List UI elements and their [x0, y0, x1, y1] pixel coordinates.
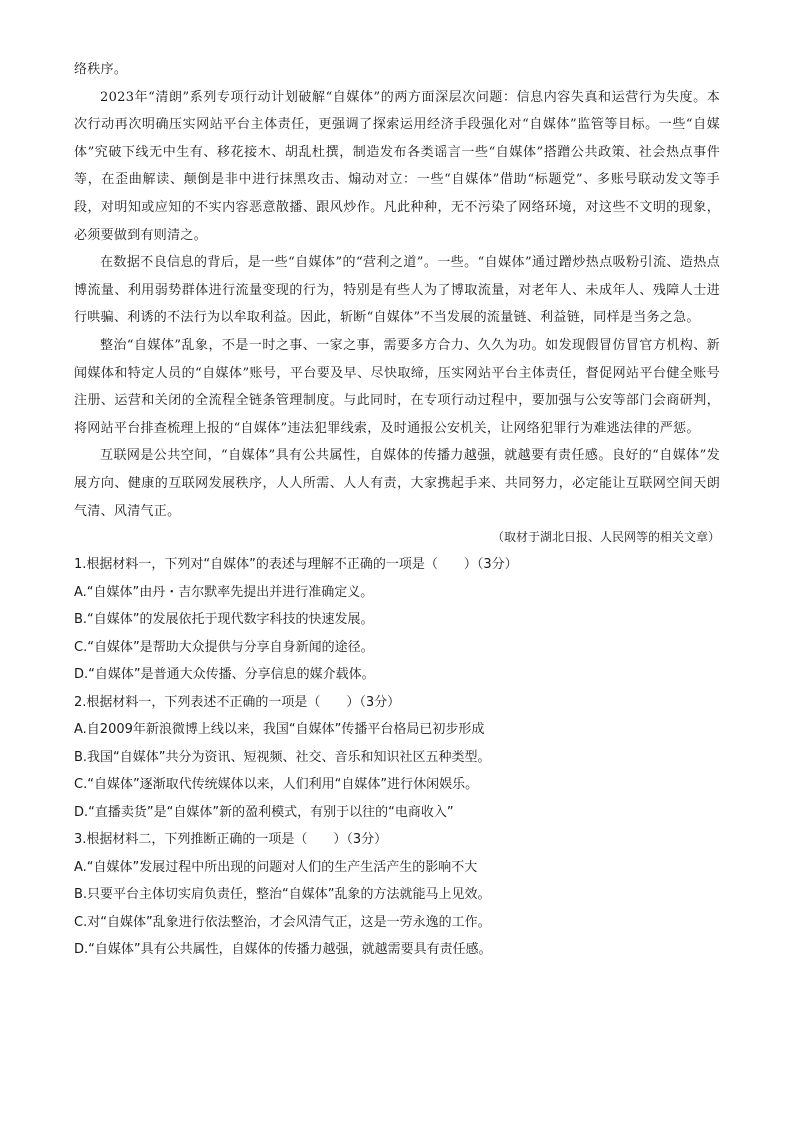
option-b: B.我国“自媒体”共分为资讯、短视频、社交、音乐和知识社区五种类型。	[74, 749, 491, 765]
option-d: D.“直播卖货”是“自媒体”新的盈利模式，有别于以往的“电商收入”	[74, 804, 454, 820]
option-c: C.“自媒体”逐渐取代传统媒体以来，人们利用“自媒体”进行休闲娱乐。	[74, 777, 479, 793]
option-b: B.只要平台主体切实肩负责任，整治“自媒体”乱象的方法就能马上见效。	[74, 887, 491, 903]
option-b: B.“自媒体”的发展依托于现代数字科技的快速发展。	[74, 612, 374, 628]
question-list	[74, 551, 720, 964]
option-d: D.“自媒体”具有公共属性，自媒体的传播力越强，就越需要具有责任感。	[74, 942, 492, 958]
passage-paragraph-4: 互联网是公共空间，“自媒体”具有公共属性，自媒体的传播力越强，就越要有责任感。良好的“自媒体”发展方向、健康的互联网发展秩序，人人所需、人人有责，大家携起手来、共同努力，必定能让互联网空间天朗气清、风清气正。	[74, 448, 720, 519]
question-3	[74, 826, 720, 964]
question-stem: 1.根据材料一，下列对“自媒体”的表述与理解不正确的一项是（ ）（3分）	[74, 557, 518, 573]
question-1	[74, 551, 720, 689]
exam-page	[74, 56, 720, 964]
passage-paragraph-3: 整治“自媒体”乱象，不是一时之事、一家之事，需要多方合力、久久为功。如发现假冒仿冒官方机构、新闻媒体和特定人员的“自媒体”账号，平台要及早、尽快取缔，压实网站平台主体责任，督促网站平台健全账号注册、运营和关闭的全流程全链条管理制度。与此同时，在专项行动过程中，要加强与公安等部门会商研判，将网站平台排查梳理上报的“自媒体”违法犯罪线索，及时通报公安机关，让网络犯罪行为难逃法律的严惩。	[74, 337, 720, 436]
passage-paragraph-0: 络秩序。	[74, 62, 128, 77]
option-a: A.“自媒体”由丹・吉尔默率先提出并进行准确定义。	[74, 584, 374, 600]
option-a: A.自2009年新浪微博上线以来，我国“自媒体”传播平台格局已初步形成	[74, 722, 485, 738]
question-stem: 3.根据材料二，下列推断正确的一项是（ ）（3分）	[74, 832, 388, 848]
option-d: D.“自媒体”是普通大众传播、分享信息的媒介载体。	[74, 667, 375, 683]
passage-paragraph-1: 2023年“清朗”系列专项行动计划破解“自媒体”的两方面深层次问题：信息内容失真和运营行为失度。本次行动再次明确压实网站平台主体责任，更强调了探索运用经济手段强化对“自媒体”监管等目标。一些“自媒体”究破下线无中生有、移花接木、胡乱杜撰，制造发布各类谣言一些“自媒体”搭蹭公共政策、社会热点事件等，在歪曲解读、颠倒是非中进行抹黑攻击、煽动对立：一些“自媒体”借助“标题党”、多账号联动发文等手段，对明知或应知的不实内容恶意散播、跟风炒作。凡此种种，无不污染了网络环境，对这些不文明的现象，必须要做到有则清之。	[74, 89, 720, 243]
question-stem: 2.根据材料一，下列表述不正确的一项是（ ）（3分）	[74, 694, 401, 710]
option-c: C.对“自媒体”乱象进行依法整治，才会风清气正，这是一劳永逸的工作。	[74, 914, 491, 930]
option-c: C.“自媒体”是帮助大众提供与分享自身新闻的途径。	[74, 639, 374, 655]
option-a: A.“自媒体”发展过程中所出现的问题对人们的生产生活产生的影响不大	[74, 859, 478, 875]
passage-paragraph-2: 在数据不良信息的背后，是一些“自媒体”的“营利之道”。一些。“自媒体”通过蹭炒热点吸粉引流、造热点博流量、利用弱势群体进行流量变现的行为，特别是有些人为了博取流量，对老年人、未成年人、残障人士进行哄骗、利诱的不法行为以牟取利益。因此，斩断“自媒体”不当发展的流量链、利益链，同样是当务之急。	[74, 255, 720, 326]
question-2	[74, 689, 720, 827]
reading-passage	[74, 56, 720, 525]
source-citation: （取材于湖北日报、人民网等的相关文章）	[491, 530, 720, 545]
